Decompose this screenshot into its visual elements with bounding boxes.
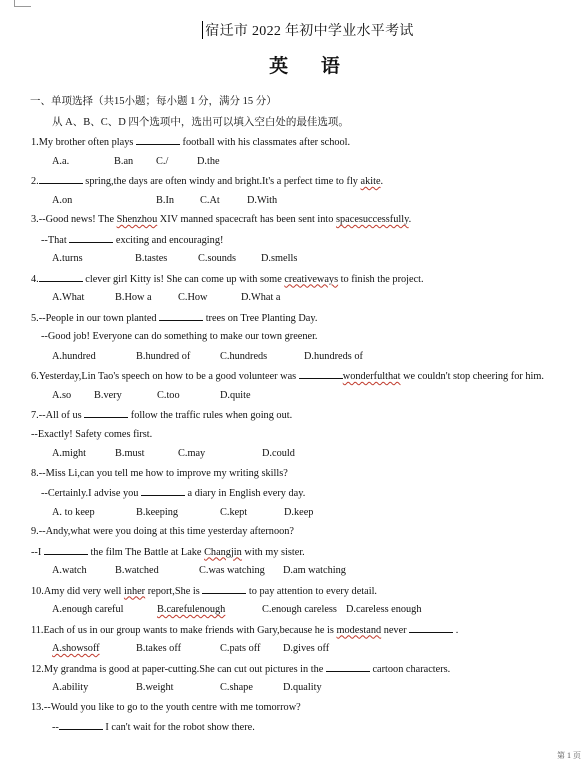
option-c: C.too: [157, 389, 180, 401]
option-c: C.kept: [220, 506, 248, 518]
option-c: C./: [156, 155, 169, 167]
question-9-options: [31, 563, 571, 583]
answer-blank: [84, 407, 128, 418]
option-a: A.watch: [52, 565, 87, 576]
option-b: B.an: [114, 155, 134, 167]
option-c: C.At: [200, 194, 220, 206]
answer-blank: [141, 485, 185, 496]
option-c: C.may: [178, 448, 206, 459]
question-5-response: --Good job! Everyone can do something to make our town greener.: [41, 331, 318, 342]
option-c: C.enough careless: [262, 604, 337, 615]
option-c: C.was watching: [199, 565, 265, 576]
option-c: C.hundreds: [220, 350, 268, 362]
option-d: D.hundreds of: [304, 350, 363, 362]
subject-title: 英 语: [269, 56, 354, 77]
option-b: B.keeping: [136, 506, 179, 518]
option-a: A.on: [52, 194, 73, 206]
option-c: C.How: [178, 292, 208, 303]
question-12-options: [31, 680, 571, 700]
question-13-response: -- I can't wait for the robot show there.: [31, 719, 571, 739]
option-a: A.showsoff: [52, 643, 100, 654]
option-a: A.so: [52, 389, 72, 401]
question-10-options: [31, 602, 571, 622]
question-13: 13.--Would you like to go to the youth centre with me tomorrow?: [31, 701, 301, 713]
option-b: B.takes off: [136, 643, 181, 654]
section-instruction: 从 A、B、C、D 四个选项中，选出可以填入空白处的最佳选项。: [52, 117, 349, 128]
option-a: A.hundred: [52, 350, 96, 362]
answer-blank: [136, 134, 180, 145]
option-b: B.weight: [136, 682, 174, 693]
answer-blank: [326, 661, 370, 672]
option-a: A.might: [52, 448, 87, 459]
option-b: B.How a: [115, 292, 152, 303]
question-7-options: [31, 446, 571, 466]
exam-title: 宿迁市 2022 年初中学业水平考试: [205, 24, 414, 39]
option-b: B.must: [115, 448, 145, 459]
question-8-options: [31, 505, 571, 525]
option-d: D.careless enough: [346, 604, 422, 615]
question-5: 5.--People in our town planted trees on Tree Planting Day.: [31, 310, 571, 330]
question-11-options: [31, 641, 571, 661]
question-8-response: --Certainly.I advise you a diary in English every day.: [31, 485, 571, 505]
option-b: B.hundred of: [136, 350, 191, 362]
answer-blank: [299, 368, 343, 379]
option-d: D.quality: [283, 682, 322, 693]
question-1-options: [31, 154, 571, 174]
question-12: 12.My grandma is good at paper-cutting.She can cut out pictures in the cartoon characters.: [31, 661, 571, 681]
option-b: B.carefulenough: [157, 604, 226, 615]
question-4-options: [31, 290, 571, 310]
answer-blank: [69, 232, 113, 243]
option-d: D.What a: [241, 292, 281, 303]
question-3-response: --That exciting and encouraging!: [31, 232, 571, 252]
question-2: 2. spring,the days are often windy and bright.It's a perfect time to fly akite.: [31, 173, 571, 193]
option-b: B.very: [94, 389, 122, 401]
option-a: A.ability: [52, 682, 89, 693]
option-d: D.the: [197, 155, 220, 167]
answer-blank: [44, 544, 88, 555]
question-6: 6.Yesterday,Lin Tao's speech on how to be a good volunteer was wonderfulthat we couldn't stop cheering for him.: [31, 368, 571, 388]
section-heading: 一、单项选择（共15小题；每小题 1 分，满分 15 分）: [30, 96, 277, 107]
option-d: D.am watching: [283, 565, 346, 576]
option-a: A. to keep: [52, 506, 95, 518]
answer-blank: [39, 271, 83, 282]
question-list: [31, 134, 571, 739]
option-a: A.What: [52, 292, 85, 303]
question-9-response: --I the film The Battle at Lake Changjin with my sister.: [31, 544, 571, 564]
option-a: A.a.: [52, 155, 70, 167]
answer-blank: [409, 622, 453, 633]
option-d: D.gives off: [283, 643, 330, 654]
corner-crop-mark: [14, 0, 31, 7]
option-d: D.could: [262, 448, 295, 459]
option-d: D.quite: [220, 389, 251, 401]
option-b: B.tastes: [135, 253, 168, 264]
option-b: B.watched: [115, 565, 159, 576]
page-number: 第 1 页: [557, 751, 581, 760]
question-7-response: --Exactly! Safety comes first.: [31, 428, 153, 440]
question-10: 10.Amy did very well inher report,She is to pay attention to every detail.: [31, 583, 571, 603]
question-8: 8.--Miss Li,can you tell me how to improve my writing skills?: [31, 467, 288, 479]
question-1: 1.My brother often plays football with his classmates after school.: [31, 134, 571, 154]
option-c: C.sounds: [198, 253, 237, 264]
question-3-options: [31, 251, 571, 271]
question-2-options: [31, 193, 571, 213]
answer-blank: [39, 173, 83, 184]
option-d: D.With: [247, 194, 278, 206]
answer-blank: [159, 310, 203, 321]
option-a: A.turns: [52, 253, 83, 264]
answer-blank: [59, 719, 103, 730]
option-a: A.enough careful: [52, 604, 124, 615]
question-5-options: [31, 349, 571, 369]
question-6-options: [31, 388, 571, 408]
option-c: C.shape: [220, 682, 253, 693]
question-4: 4. clever girl Kitty is! She can come up with some creativeways to finish the project.: [31, 271, 571, 291]
question-9: 9.--Andy,what were you doing at this time yesterday afternoon?: [31, 526, 294, 537]
question-3: 3.--Good news! The Shenzhou XIV manned spacecraft has been sent into spacesuccessfully.: [31, 214, 412, 225]
answer-blank: [202, 583, 246, 594]
question-7: 7.--All of us follow the traffic rules when going out.: [31, 407, 571, 427]
option-c: C.pats off: [220, 643, 261, 654]
question-11: 11.Each of us in our group wants to make friends with Gary,because he is modestand never .: [31, 622, 571, 642]
option-d: D.smells: [261, 253, 298, 264]
option-d: D.keep: [284, 506, 314, 518]
option-b: B.In: [156, 194, 175, 206]
